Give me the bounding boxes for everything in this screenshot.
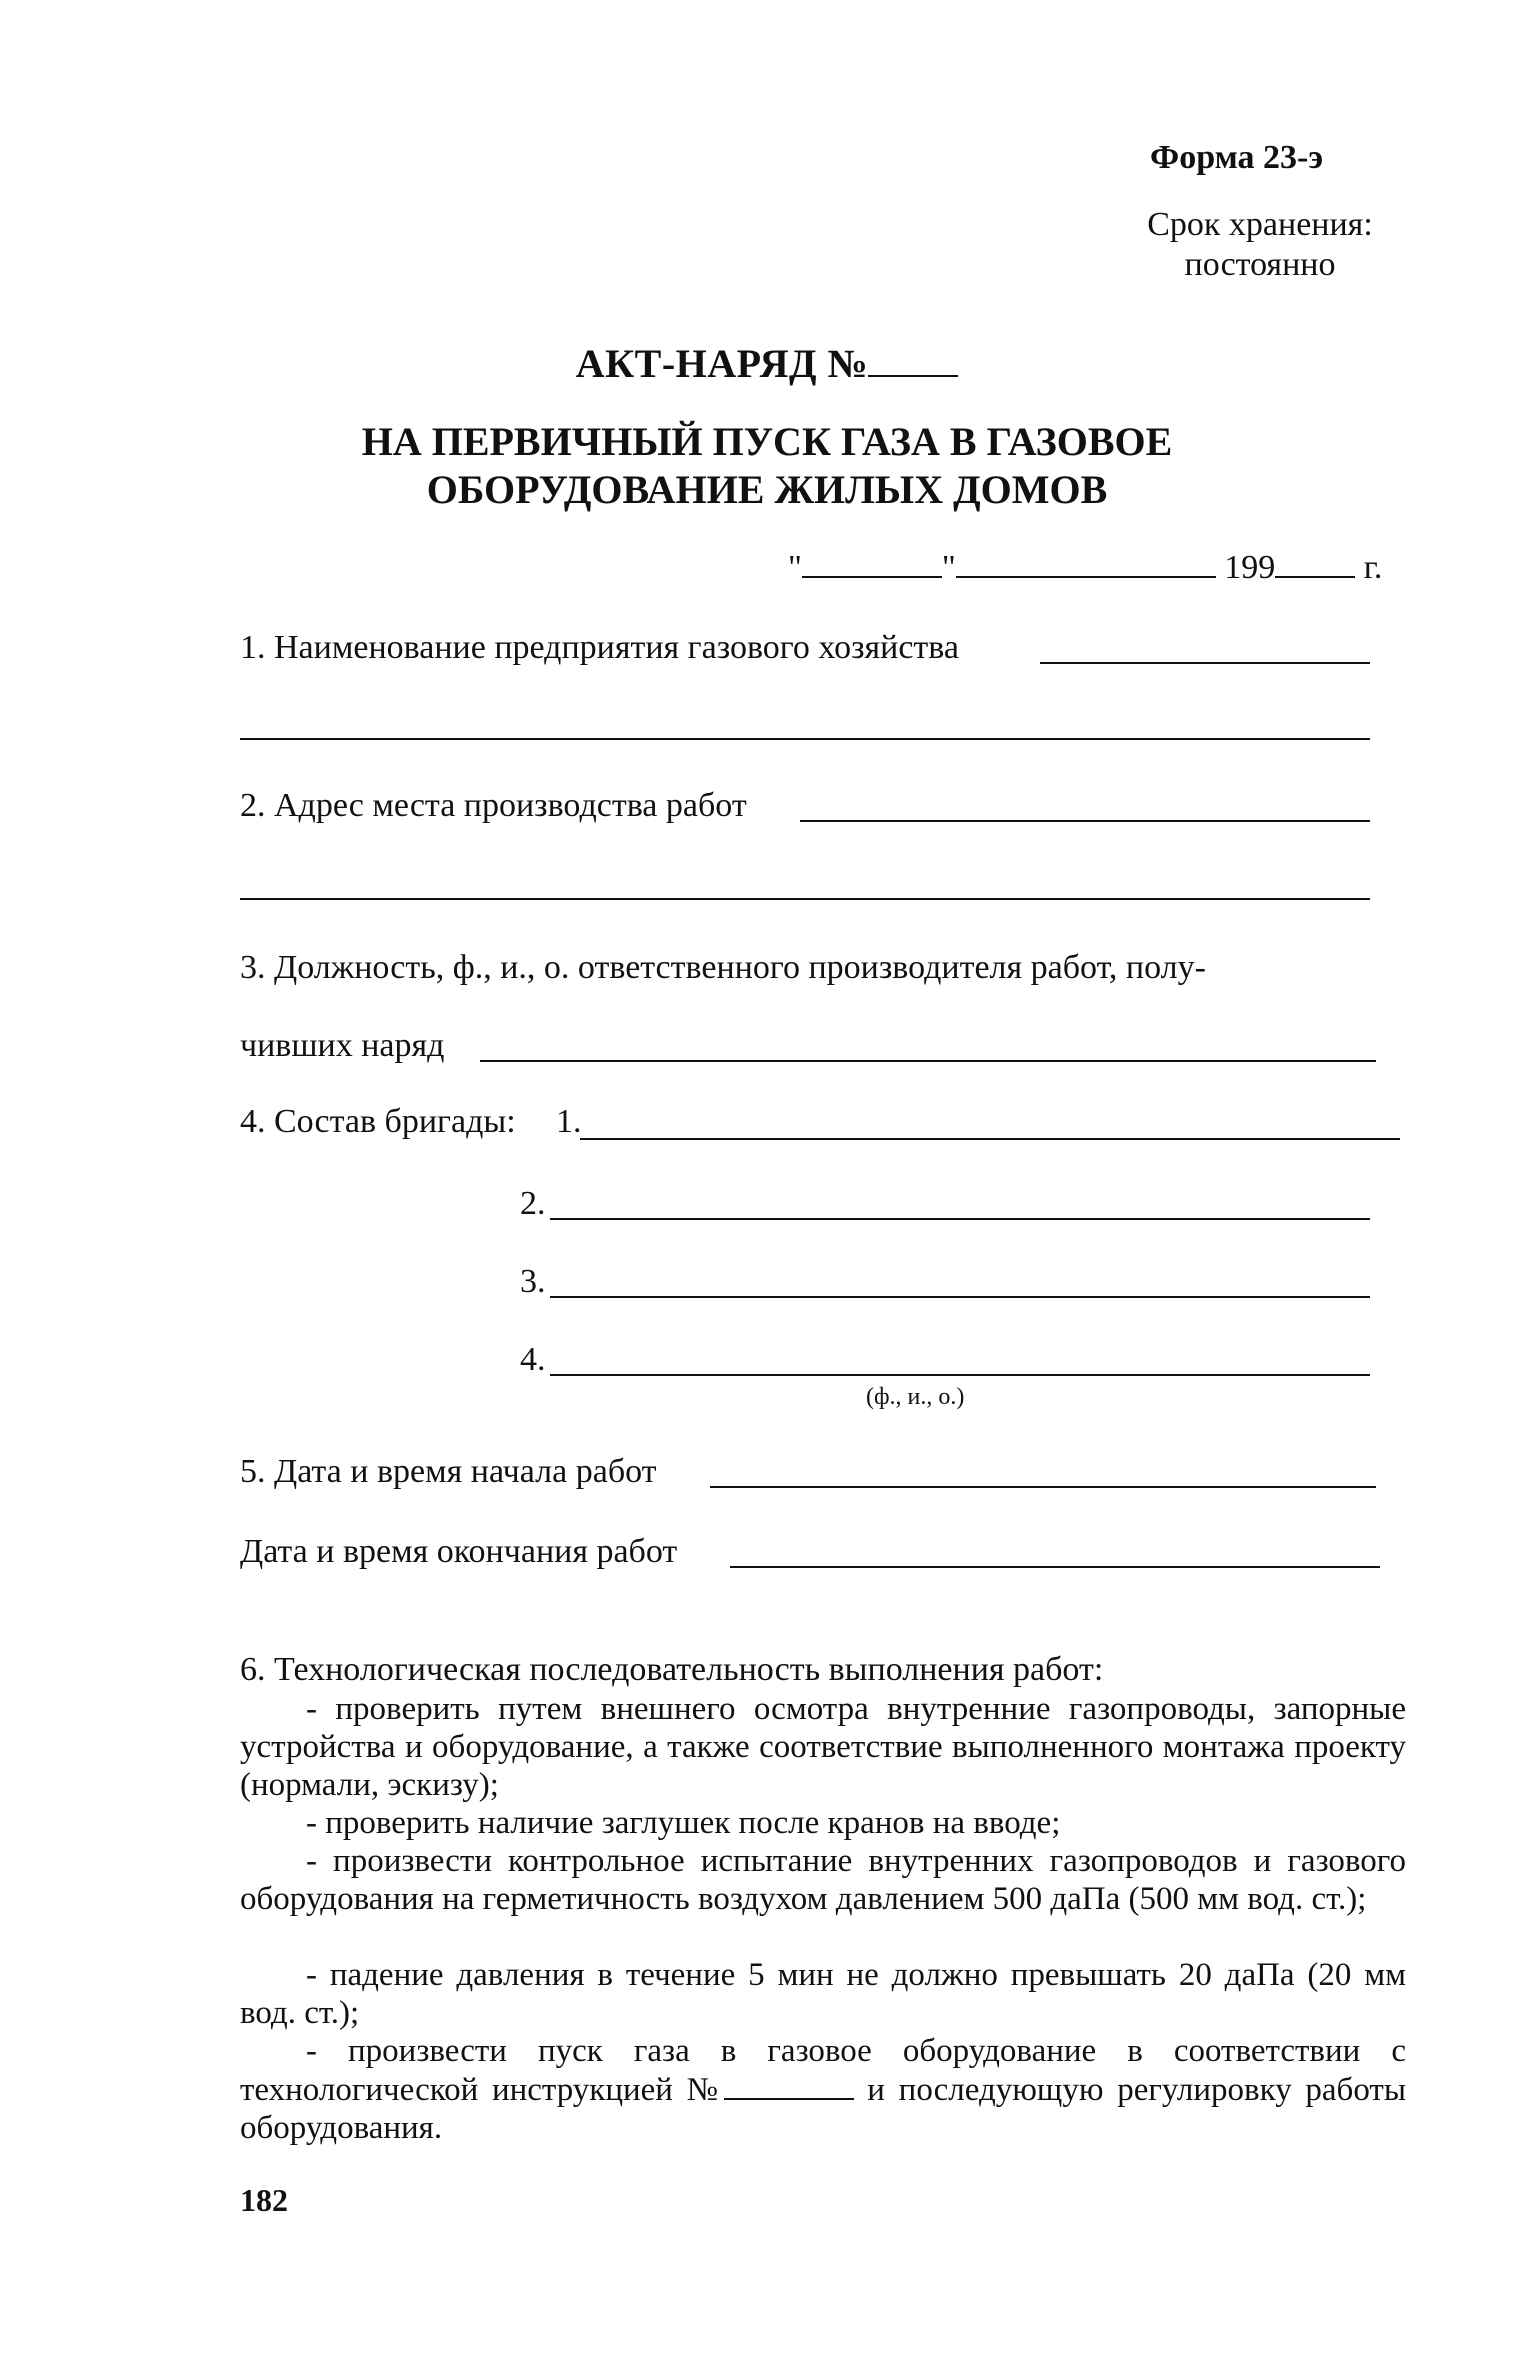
field-start-label: 5. Дата и время начала работ xyxy=(240,1453,657,1490)
section6-item4: - падение давления в течение 5 мин не должно превышать 20 даПа (20 мм вод. ст.); xyxy=(240,1957,1406,2031)
section6-item3: - произвести контрольное испытание внутренних газопроводов и газового оборудования на герметичность воздухом давлением 500 даПа (500 мм вод. ст.); xyxy=(240,1843,1406,1917)
section6-item5-part1: - произвести пуск газа в газовое оборудование в соответствии с технологической инструкцией № xyxy=(240,2033,1406,2108)
form-number: Форма 23-э xyxy=(1150,139,1324,176)
field-address-label: 2. Адрес места производства работ xyxy=(240,787,747,824)
date-year-field[interactable] xyxy=(1275,548,1355,578)
section6-item2: - проверить наличие заглушек после кранов на вводе; xyxy=(306,1805,1061,1841)
date-line xyxy=(788,548,1382,588)
act-subtitle-line1: НА ПЕРВИЧНЫЙ ПУСК ГАЗА В ГАЗОВОЕ xyxy=(361,419,1173,464)
act-subtitle xyxy=(0,418,1534,514)
brigade-item-2-input[interactable] xyxy=(550,1218,1370,1220)
act-number-field[interactable] xyxy=(868,347,958,377)
field-brigade-label: 4. Состав бригады: xyxy=(240,1103,516,1140)
act-title-text: АКТ-НАРЯД № xyxy=(575,341,869,386)
brigade-item-1-input[interactable] xyxy=(580,1138,1400,1140)
page-number: 182 xyxy=(240,2182,288,2218)
field-responsive-input[interactable] xyxy=(480,1060,1376,1062)
field-enterprise-input-line2[interactable] xyxy=(240,738,1370,740)
instruction-number-field[interactable] xyxy=(724,2070,854,2100)
brigade-item-1-label: 1. xyxy=(556,1103,582,1140)
brigade-caption: (ф., и., о.) xyxy=(866,1384,965,1410)
storage-label: Срок хранения: xyxy=(1147,206,1373,243)
storage-term xyxy=(1110,205,1410,285)
date-day-field[interactable] xyxy=(802,548,942,578)
section6-item5-part2: и последующую регулировку работы оборудования. xyxy=(240,2072,1406,2146)
field-address-input[interactable] xyxy=(800,820,1370,822)
date-quote-close: " xyxy=(941,549,956,586)
section6-heading: 6. Технологическая последовательность выполнения работ: xyxy=(240,1651,1104,1688)
field-enterprise-input[interactable] xyxy=(1040,662,1370,664)
date-year-suffix: г. xyxy=(1363,549,1383,586)
field-end-input[interactable] xyxy=(730,1566,1380,1568)
field-end-label: Дата и время окончания работ xyxy=(240,1533,678,1570)
field-responsive-label-line2: чивших наряд xyxy=(240,1027,445,1064)
act-title xyxy=(0,340,1534,387)
field-address-input-line2[interactable] xyxy=(240,898,1370,900)
storage-value: постоянно xyxy=(1184,246,1336,283)
brigade-item-3-input[interactable] xyxy=(550,1296,1370,1298)
field-responsive-label-line1: 3. Должность, ф., и., о. ответственного производителя работ, полу- xyxy=(240,949,1206,986)
date-month-field[interactable] xyxy=(956,548,1216,578)
brigade-item-2-label: 2. xyxy=(520,1185,546,1222)
date-quote-open: " xyxy=(788,549,802,586)
field-start-input[interactable] xyxy=(710,1486,1376,1488)
section6-item5 xyxy=(240,2032,1406,2147)
brigade-item-4-input[interactable] xyxy=(550,1374,1370,1376)
act-subtitle-line2: ОБОРУДОВАНИЕ ЖИЛЫХ ДОМОВ xyxy=(426,467,1108,512)
date-year-prefix: 199 xyxy=(1224,549,1276,586)
section6-item1: - проверить путем внешнего осмотра внутренние газопроводы, запорные устройства и оборудование, а также соответствие выполненного монтажа проекту (нормали, эскизу); xyxy=(240,1691,1406,1803)
field-enterprise-label: 1. Наименование предприятия газового хозяйства xyxy=(240,629,959,666)
brigade-item-4-label: 4. xyxy=(520,1341,546,1378)
brigade-item-3-label: 3. xyxy=(520,1263,546,1300)
